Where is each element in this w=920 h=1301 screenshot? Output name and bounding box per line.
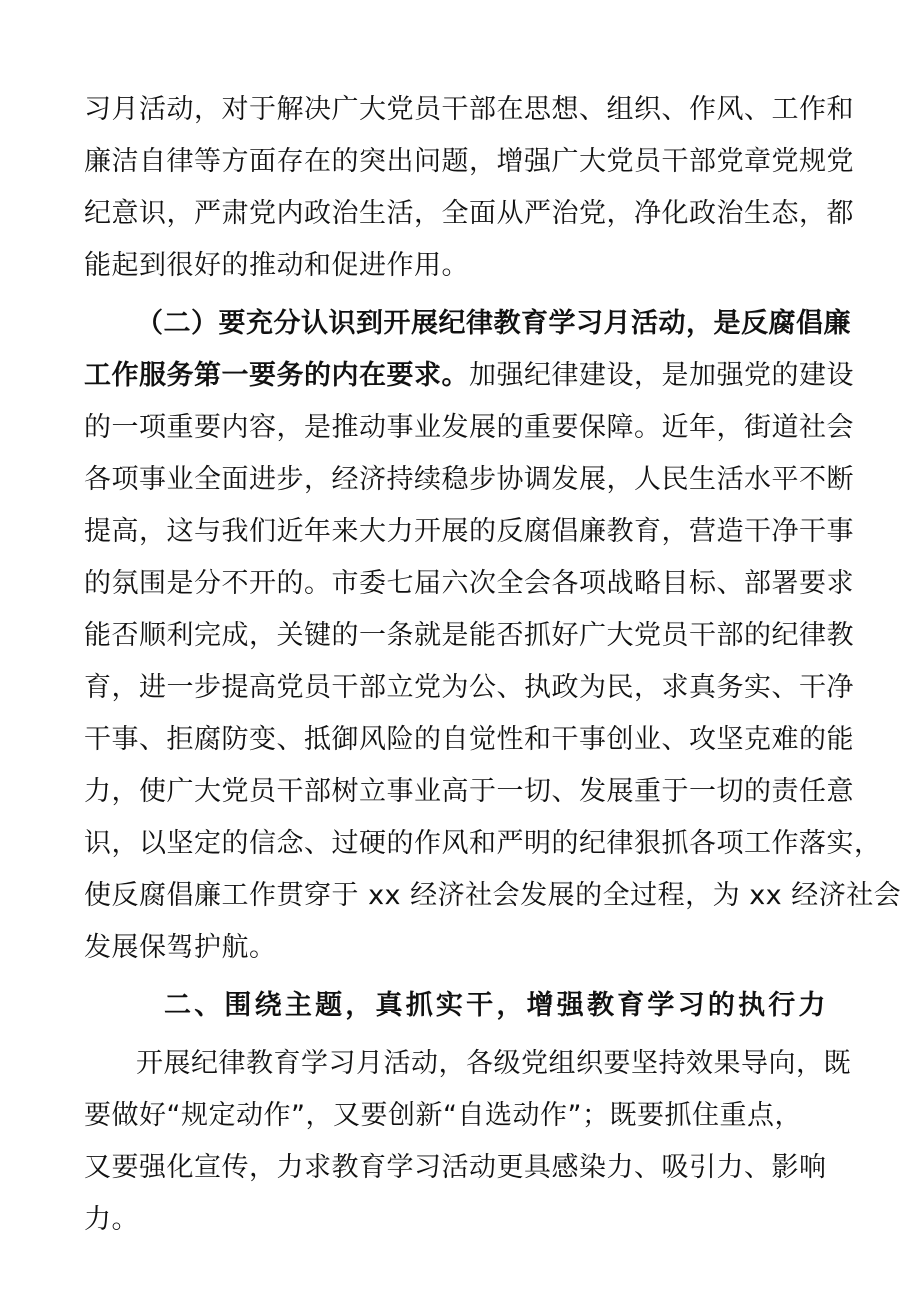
paragraph-2-line-8: 育，进一步提高党员干部立党为公、执政为民，求真务实、干净	[84, 672, 854, 703]
paragraph-1-line-1: 习月活动，对于解决广大党员干部在思想、组织、作风、工作和	[84, 94, 854, 125]
paragraph-2-line-7: 能否顺利完成，关键的一条就是能否抓好广大党员干部的纪律教	[84, 620, 854, 651]
section-heading: 二、围绕主题，真抓实干，增强教育学习的执行力	[164, 990, 826, 1021]
paragraph-2-line-13: 发展保驾护航。	[84, 932, 277, 963]
paragraph-3-line-3: 又要强化宣传，力求教育学习活动更具感染力、吸引力、影响	[84, 1152, 827, 1183]
paragraph-1-line-2: 廉洁自律等方面存在的突出问题，增强广大党员干部党章党规党	[84, 146, 854, 177]
paragraph-2-bold-line-2: 工作服务第一要务的内在要求。	[84, 360, 469, 391]
paragraph-2-line-12: 使反腐倡廉工作贯穿于 xx 经济社会发展的全过程，为 xx 经济社会	[84, 880, 902, 911]
paragraph-2-line-11: 识，以坚定的信念、过硬的作风和严明的纪律狠抓各项工作落实，	[84, 828, 882, 859]
paragraph-2-bold-line-1: （二）要充分认识到开展纪律教育学习月活动，是反腐倡廉	[136, 308, 851, 339]
paragraph-2-line-9: 干事、拒腐防变、抵御风险的自觉性和干事创业、攻坚克难的能	[84, 724, 854, 755]
paragraph-2-line-4: 各项事业全面进步，经济持续稳步协调发展，人民生活水平不断	[84, 464, 854, 495]
paragraph-3-line-2: 要做好“规定动作”，又要创新“自选动作”；既要抓住重点，	[84, 1100, 802, 1131]
paragraph-2-line-2	[84, 356, 854, 396]
paragraph-2-line-6: 的氛围是分不开的。市委七届六次全会各项战略目标、部署要求	[84, 568, 854, 599]
paragraph-2-line-10: 力，使广大党员干部树立事业高于一切、发展重于一切的责任意	[84, 776, 854, 807]
paragraph-2-line-3: 的一项重要内容，是推动事业发展的重要保障。近年，街道社会	[84, 412, 854, 443]
paragraph-2-line-5: 提高，这与我们近年来大力开展的反腐倡廉教育，营造干净干事	[84, 516, 854, 547]
paragraph-3-line-4: 力。	[84, 1204, 139, 1235]
paragraph-3-line-1: 开展纪律教育学习月活动，各级党组织要坚持效果导向，既	[136, 1048, 851, 1079]
paragraph-1-line-3: 纪意识，严肃党内政治生活，全面从严治党，净化政治生态，都	[84, 198, 854, 229]
paragraph-2-line-2-rest: 加强纪律建设，是加强党的建设	[469, 360, 854, 391]
paragraph-1-line-4: 能起到很好的推动和促进作用。	[84, 250, 469, 281]
